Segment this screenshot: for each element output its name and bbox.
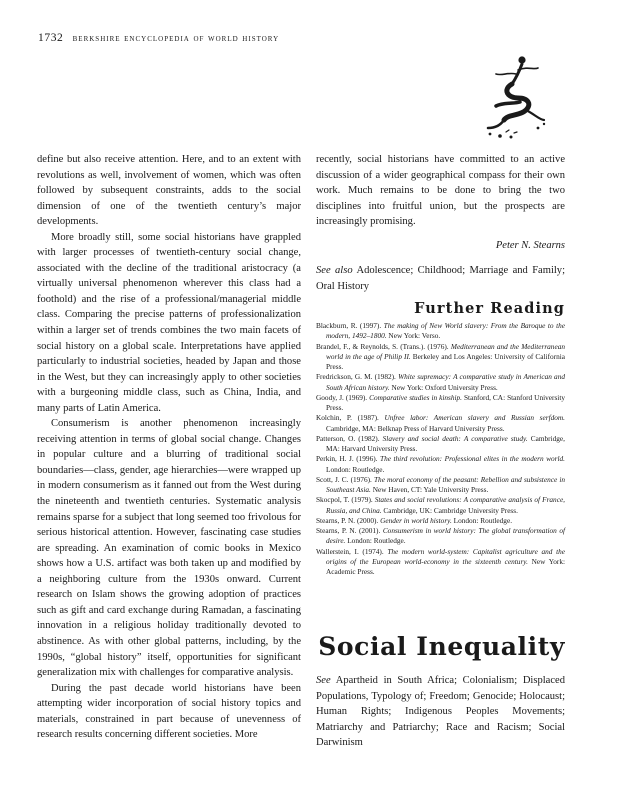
reference-item: Perkin, H. J. (1996). The third revolution: Professional elites in the modern world. London: Routledge.: [316, 454, 565, 474]
further-reading-heading: Further Reading: [414, 300, 565, 317]
author-signature: Peter N. Stearns: [495, 239, 565, 251]
see-also-label: See also: [316, 265, 353, 277]
see-links[interactable]: Apartheid in South Africa; Colonialism; Displaced Populations, Typology of; Freedom; Genocide; Holocaust; Human Rights; Indigenous Peoples Movements; Matriarchy and Patriarchy; Race and Racism; Social Darwinism: [316, 675, 565, 749]
see-also: [316, 263, 565, 294]
right-column: [316, 152, 565, 294]
paragraph: Consumerism is another phenomenon increasingly receiving attention in terms of global social change. Changes in popular culture and a blurring of traditional social boundaries—class, gender, age hierarchies—were wrapped up in modern consumerism as it fanned out from the West during the nineteenth and twentieth centuries. Systematic analysis remains sparse for a subject that long seemed too frivolous for serious historical attention. However, fascinating case studies are spreading. An examination of comic books in Mexico shows how a U.S. artifact was both taken up and modified by a neighboring culture from the 1930s onward. Current research on Islam shows the growing adoption of practices such as gift and card exchange during Ramadan, a fascinating innovation in a religious holiday traditionally devoted to abstinence. As with other global patterns, including, by the 1990s, “global history” itself, opportunities for significant generalization mix with challenges for comparative analysis.: [37, 418, 301, 679]
see-also-links[interactable]: Adolescence; Childhood; Marriage and Family; Oral History: [316, 265, 566, 292]
page-number: 1732: [38, 32, 64, 44]
runner-illustration: [478, 54, 550, 140]
reference-item: Brandel, F., & Reynolds, S. (Trans.). (1976). Mediterranean and the Mediterranean world in the age of Philip II. Berkeley and Los Angeles: University of California Press.: [316, 341, 565, 371]
book-title: berkshire encyclopedia of world history: [72, 33, 280, 44]
reference-list: [316, 321, 565, 577]
reference-item: Stearns, P. N. (2001). Consumerism in world history: The global transformation of desire. London: Routledge.: [316, 526, 565, 546]
reference-item: Stearns, P. N. (2000). Gender in world history. London: Routledge.: [316, 515, 513, 525]
reference-item: Wallerstein, I. (1974). The modern world-system: Capitalist agriculture and the origins of the European world-economy in the sixteenth century. New York: Academic Press.: [316, 546, 565, 576]
reference-item: Blackburn, R. (1997). The making of New World slavery: From the Baroque to the modern, 1492–1800. New York: Verso.: [316, 321, 565, 341]
reference-item: Scott, J. C. (1976). The moral economy of the peasant: Rebellion and subsistence in Southeast Asia. New Haven, CT: Yale University Press.: [316, 474, 565, 494]
reference-item: Skocpol, T. (1979). States and social revolutions: A comparative analysis of France, Russia, and China. Cambridge, UK: Cambridge University Press.: [316, 495, 566, 515]
reference-item: Fredrickson, G. M. (1982). White supremacy: A comparative study in American and South African history. New York: Oxford University Press.: [316, 372, 565, 392]
paragraph: define but also receive attention. Here, and to an extent with revolutions as well, involvement of women, which was often followed by subsequent constraints, adds to the social dimension of one of the twentieth century’s major developments.: [37, 154, 301, 228]
paragraph: recently, social historians have committed to an active discussion of a wider geographical compass for their own work. Much remains to be done to bring the two disciplines into fruitful union, but the prospects are increasingly promising.: [316, 154, 565, 228]
reference-item: Goody, J. (1969). Comparative studies in kinship. Stanford, CA: Stanford University Press.: [316, 392, 565, 412]
paragraph: More broadly still, some social historians have grappled with larger processes of twentieth-century social change, associated with the decline of the traditional aristocracy (a virtually universal phenomenon wherever this class had a foothold) and the rise of a professional/managerial middle class. Comparing the precise patterns of professionalization within a larger set of trends combines the two main facets of social history on a global scale. Interpretations have applied particularly to industrial societies, headed by Japan and those in the West, but they can increasingly apply to other societies with a burgeoning middle class, such as China, India, and many parts of Latin America.: [37, 231, 301, 414]
reference-item: Patterson, O. (1982). Slavery and social death: A comparative study. Cambridge, MA: Harvard University Press.: [316, 433, 565, 453]
see-label: See: [316, 675, 331, 686]
entry-title: Social Inequality: [318, 632, 565, 661]
entry-see-references: [316, 673, 565, 751]
paragraph: During the past decade world historians have been attempting wider incorporation of social history topics and materials, constrained in part because of unevenness of research results concerning different societies. More: [37, 682, 301, 741]
running-header: [38, 32, 279, 44]
reference-item: Kolchin, P. (1987). Unfree labor: American slavery and Russian serfdom. Cambridge, MA: Belknap Press of Harvard University Press.: [316, 413, 565, 433]
left-column: [37, 152, 301, 743]
